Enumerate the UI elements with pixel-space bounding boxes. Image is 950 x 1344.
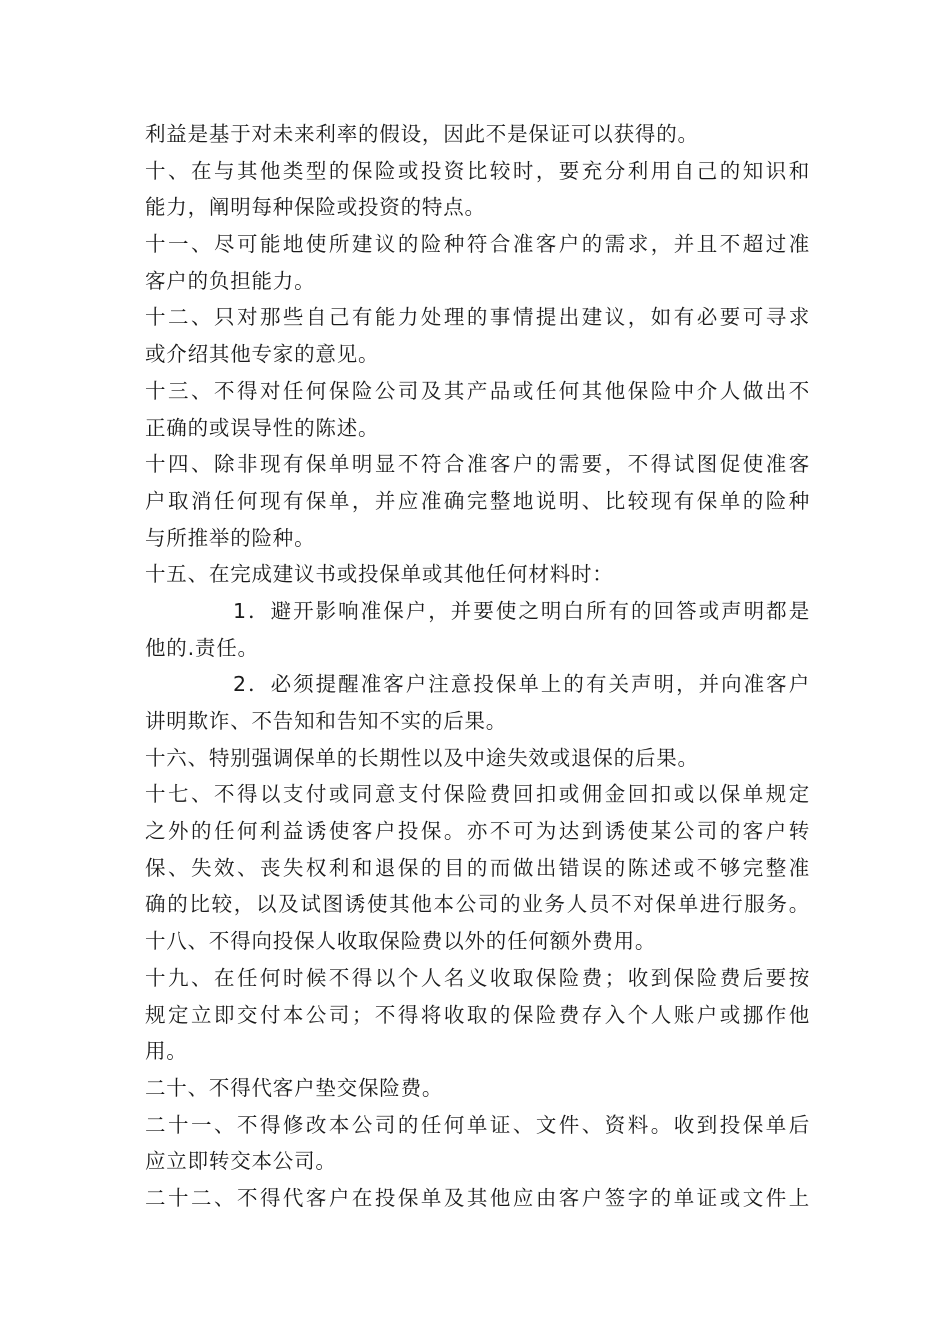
text-line: 用。 <box>145 1039 188 1064</box>
text-line: 正确的或误导性的陈述。 <box>145 415 380 440</box>
text-line: 十六、特别强调保单的长期性以及中途失效或退保的后果。 <box>145 745 699 770</box>
text-line: 十七、不得以支付或同意支付保险费回扣或佣金回扣或以保单规定 <box>145 782 810 807</box>
text-line: 他的.责任。 <box>145 635 259 660</box>
text-line: 二十一、不得修改本公司的任何单证、文件、资料。收到投保单后 <box>145 1112 810 1137</box>
text-line: 十一、尽可能地使所建议的险种符合准客户的需求，并且不超过准 <box>145 232 810 257</box>
text-line: 保、失效、丧失权利和退保的目的而做出错误的陈述或不够完整准 <box>145 855 810 880</box>
text-line: 十二、只对那些自己有能力处理的事情提出建议，如有必要可寻求 <box>145 305 810 330</box>
text-line: 户取消任何现有保单，并应准确完整地说明、比较现有保单的险种 <box>145 488 810 513</box>
text-line: 确的比较，以及试图诱使其他本公司的业务人员不对保单进行服务。 <box>145 892 810 917</box>
text-line: 二十、不得代客户垫交保险费。 <box>145 1075 444 1100</box>
text-line: 利益是基于对未来利率的假设，因此不是保证可以获得的。 <box>145 122 699 146</box>
text-line: 十五、在完成建议书或投保单或其他任何材料时： <box>145 562 614 587</box>
text-line: 或介绍其他专家的意见。 <box>145 342 380 367</box>
text-line: 十八、不得向投保人收取保险费以外的任何额外费用。 <box>145 929 657 954</box>
text-line: 能力，阐明每种保险或投资的特点。 <box>145 195 486 220</box>
text-line: 之外的任何利益诱使客户投保。亦不可为达到诱使某公司的客户转 <box>145 819 810 844</box>
text-line: 二十二、不得代客户在投保单及其他应由客户签字的单证或文件上 <box>145 1185 810 1210</box>
text-line: 2．必须提醒准客户注意投保单上的有关声明，并向准客户 <box>233 672 810 697</box>
text-line: 客户的负担能力。 <box>145 268 316 293</box>
text-line: 与所推举的险种。 <box>145 525 316 550</box>
text-line: 十、在与其他类型的保险或投资比较时，要充分利用自己的知识和 <box>145 158 810 183</box>
document-body <box>145 116 810 1217</box>
text-line: 十三、不得对任何保险公司及其产品或任何其他保险中介人做出不 <box>145 378 810 403</box>
text-line: 1．避开影响准保户，并要使之明白所有的回答或声明都是 <box>233 598 810 623</box>
text-line: 十九、在任何时候不得以个人名义收取保险费；收到保险费后要按 <box>145 965 810 990</box>
text-line: 规定立即交付本公司；不得将收取的保险费存入个人账户或挪作他 <box>145 1002 810 1027</box>
text-line: 讲明欺诈、不告知和告知不实的后果。 <box>145 709 508 733</box>
text-line: 十四、除非现有保单明显不符合准客户的需要，不得试图促使准客 <box>145 452 810 477</box>
text-line: 应立即转交本公司。 <box>145 1149 337 1174</box>
